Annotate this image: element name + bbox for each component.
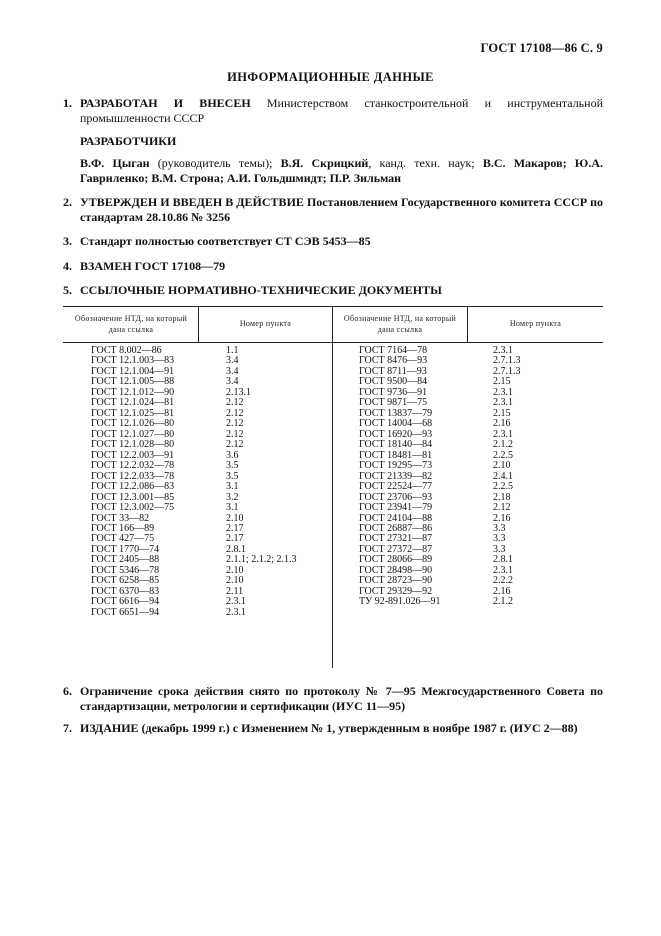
item-2-text: Постановлением Государственного комитета СССР по стандартам 28.10.86 № 3256 — [80, 195, 604, 224]
table-cell-clause: 2.4.1 — [493, 470, 513, 482]
table-cell-doc: ГОСТ 27321—87 — [359, 533, 433, 545]
table-cell-clause: 2.2.5 — [493, 481, 513, 493]
table-cell-doc: ГОСТ 24104—88 — [359, 512, 433, 524]
table-cell-clause: 2.11 — [226, 585, 244, 597]
item-7 — [63, 721, 603, 736]
table-cell-doc: ГОСТ 22524—77 — [359, 481, 433, 493]
table-cell-doc: ГОСТ 12.1.028—80 — [91, 439, 175, 451]
table-cell-doc: ГОСТ 26887—86 — [359, 522, 433, 534]
table-cell-doc: ГОСТ 5346—78 — [91, 564, 160, 576]
item-1 — [63, 96, 603, 126]
item-7-text: ИЗДАНИЕ (декабрь 1999 г.) с Изменением № 1, утвержденным в ноябре 1987 г. (ИУС 2—88) — [80, 721, 578, 735]
table-cell-doc: ГОСТ 8476—93 — [359, 355, 428, 367]
table-cell-doc: ГОСТ 13837—79 — [359, 407, 433, 419]
table-cell-clause: 3.3 — [493, 543, 506, 555]
table-cell-clause: 2.3.1 — [493, 564, 513, 576]
table-cell-doc: ГОСТ 6258—85 — [91, 575, 160, 587]
item-number: 2. — [63, 195, 72, 209]
item-5 — [63, 283, 603, 298]
header-doc-left: Обозначение НТД, на который дана ссылка — [74, 314, 188, 334]
item-2 — [63, 195, 603, 225]
table-cell-clause: 2.16 — [493, 418, 511, 430]
table-cell-doc: ГОСТ 23706—93 — [359, 491, 433, 503]
table-cell-clause: 2.10 — [226, 575, 244, 587]
table-cell-doc: ГОСТ 33—82 — [91, 512, 150, 524]
table-cell-doc: ГОСТ 8711—93 — [359, 365, 427, 377]
table-cell-clause: 2.12 — [493, 502, 511, 514]
table-cell-clause: 3.4 — [226, 365, 239, 377]
right-docs-column — [359, 346, 441, 608]
table-cell-clause: 2.8.1 — [493, 554, 513, 566]
table-cell-doc: ГОСТ 6651—94 — [91, 606, 160, 618]
table-cell-clause: 2.15 — [493, 407, 511, 419]
table-cell-doc: ГОСТ 12.2.033—78 — [91, 470, 175, 482]
table-cell-clause: 3.1 — [226, 502, 239, 514]
table-cell-doc: ГОСТ 12.3.002—75 — [91, 502, 175, 514]
table-cell-doc: ГОСТ 18481—81 — [359, 449, 433, 461]
table-cell-doc: ГОСТ 2405—88 — [91, 554, 160, 566]
table-cell-clause: 3.3 — [493, 522, 506, 534]
header-clause-left: Номер пункта — [239, 319, 292, 328]
table-cell-clause: 2.7.1.3 — [493, 365, 521, 377]
table-cell-clause: 2.16 — [493, 585, 511, 597]
table-cell-doc: ГОСТ 12.1.004—91 — [91, 365, 175, 377]
left-docs-column — [91, 346, 174, 618]
table-cell-clause: 2.8.1 — [226, 543, 246, 555]
table-cell-doc: ГОСТ 6370—83 — [91, 585, 160, 597]
table-cell-doc: ГОСТ 12.1.012—90 — [91, 386, 175, 398]
table-cell-clause: 2.18 — [493, 491, 511, 503]
table-cell-doc: ГОСТ 27372—87 — [359, 543, 433, 555]
table-cell-clause: 2.2.2 — [493, 575, 513, 587]
item-number: 5. — [63, 283, 72, 297]
item-5-text: ССЫЛОЧНЫЕ НОРМАТИВНО-ТЕХНИЧЕСКИЕ ДОКУМЕНТЫ — [80, 283, 442, 297]
table-cell-clause: 2.1.1; 2.1.2; 2.1.3 — [226, 554, 297, 566]
table-cell-clause: 2.3.1 — [226, 596, 246, 608]
table-cell-clause: 2.3.1 — [493, 397, 513, 409]
table-cell-doc: ГОСТ 12.1.005—88 — [91, 376, 175, 388]
table-cell-doc: ГОСТ 12.1.025—81 — [91, 407, 175, 419]
table-cell-clause: 2.16 — [493, 512, 511, 524]
table-cell-doc: ГОСТ 7164—78 — [359, 345, 428, 356]
developer-note: , канд. техн. наук; — [368, 156, 483, 170]
developer-name: В.Я. Скрицкий — [280, 156, 369, 170]
table-cell-clause: 3.4 — [226, 355, 239, 367]
table-cell-clause: 2.12 — [226, 397, 244, 409]
item-6 — [63, 684, 603, 714]
table-cell-clause: 2.7.1.3 — [493, 355, 521, 367]
table-cell-doc: ГОСТ 12.1.026—80 — [91, 418, 175, 430]
developer-name: В.Ф. Цыган — [80, 156, 150, 170]
table-cell-doc: ГОСТ 12.1.024—81 — [91, 397, 175, 409]
developers-list — [80, 156, 603, 186]
table-cell-doc: ГОСТ 6616—94 — [91, 596, 160, 608]
developers-heading: РАЗРАБОТЧИКИ — [80, 134, 177, 148]
table-cell-clause: 2.10 — [226, 512, 244, 524]
item-2-lead: УТВЕРЖДЕН И ВВЕДЕН В ДЕЙСТВИЕ — [80, 195, 304, 209]
table-cell-clause: 2.3.1 — [493, 345, 513, 356]
table-top-border — [63, 306, 603, 307]
table-cell-clause: 2.15 — [493, 376, 511, 388]
table-cell-doc: ГОСТ 19295—73 — [359, 460, 433, 472]
item-1-text: Министерством станкостроительной и инструментальной промышленности СССР — [80, 96, 603, 125]
table-cell-doc: ГОСТ 21339—82 — [359, 470, 433, 482]
header-doc-right: Обозначение НТД, на который дана ссылка — [343, 314, 457, 334]
table-cell-clause: 2.12 — [226, 418, 244, 430]
table-cell-doc: ГОСТ 28498—90 — [359, 564, 433, 576]
table-cell-doc: ГОСТ 12.2.032—78 — [91, 460, 175, 472]
table-cell-doc: ГОСТ 16920—93 — [359, 428, 433, 440]
left-clauses-column — [226, 346, 297, 618]
table-cell-doc: ГОСТ 29329—92 — [359, 585, 433, 597]
table-cell-doc: ГОСТ 8.002—86 — [91, 345, 162, 356]
header-clause-right: Номер пункта — [509, 319, 562, 328]
table-cell-clause: 3.1 — [226, 481, 239, 493]
item-number: 3. — [63, 234, 72, 248]
table-cell-doc: ТУ 92-891.026—91 — [359, 596, 441, 608]
table-cell-clause: 3.3 — [493, 533, 506, 545]
table-cell-doc: ГОСТ 9871—75 — [359, 397, 428, 409]
table-cell-clause: 3.5 — [226, 460, 239, 472]
table-cell-clause: 2.1.2 — [493, 439, 513, 451]
item-number: 4. — [63, 259, 72, 273]
references-table — [63, 306, 603, 674]
table-cell-doc: ГОСТ 12.1.003—83 — [91, 355, 175, 367]
table-cell-clause: 3.5 — [226, 470, 239, 482]
table-cell-clause: 3.2 — [226, 491, 239, 503]
table-cell-doc: ГОСТ 14004—68 — [359, 418, 433, 430]
item-number: 6. — [63, 684, 72, 698]
table-header-border — [63, 342, 603, 343]
table-cell-doc: ГОСТ 12.2.086—83 — [91, 481, 175, 493]
table-cell-clause: 2.10 — [493, 460, 511, 472]
table-cell-clause: 3.4 — [226, 376, 239, 388]
table-cell-doc: ГОСТ 23941—79 — [359, 502, 433, 514]
item-4 — [63, 259, 603, 274]
developer-names: В.С. Макаров; Ю.А. Гавриленко; В.М. Строна; А.И. Гольдшмидт; П.Р. Зильман — [80, 156, 603, 185]
table-cell-doc: ГОСТ 1770—74 — [91, 543, 160, 555]
table-cell-doc: ГОСТ 18140—84 — [359, 439, 433, 451]
table-cell-clause: 2.1.2 — [493, 596, 513, 608]
table-cell-clause: 3.6 — [226, 449, 239, 461]
developer-note: (руководитель темы); — [149, 156, 281, 170]
table-cell-clause: 2.3.1 — [226, 606, 246, 618]
table-cell-clause: 2.3.1 — [493, 428, 513, 440]
item-number: 1. — [63, 96, 72, 110]
table-cell-clause: 2.17 — [226, 522, 244, 534]
item-6-text: Ограничение срока действия снято по протоколу № 7—95 Межгосударственного Совета по стандартизации, метрологии и сертификации (ИУС 11—95) — [80, 684, 603, 713]
table-cell-doc: ГОСТ 12.1.027—80 — [91, 428, 175, 440]
page-header: ГОСТ 17108—86 С. 9 — [480, 41, 603, 55]
table-cell-doc: ГОСТ 12.2.003—91 — [91, 449, 175, 461]
item-3 — [63, 234, 603, 249]
table-cell-doc: ГОСТ 9500—84 — [359, 376, 428, 388]
table-cell-doc: ГОСТ 427—75 — [91, 533, 155, 545]
table-cell-doc: ГОСТ 28723—90 — [359, 575, 433, 587]
table-cell-clause: 2.2.5 — [493, 449, 513, 461]
page-title: ИНФОРМАЦИОННЫЕ ДАННЫЕ — [227, 70, 434, 84]
table-cell-doc: ГОСТ 28066—89 — [359, 554, 433, 566]
table-cell-clause: 2.3.1 — [493, 386, 513, 398]
item-number: 7. — [63, 721, 72, 735]
right-clauses-column — [493, 346, 521, 608]
table-cell-clause: 2.12 — [226, 407, 244, 419]
item-1-lead: РАЗРАБОТАН И ВНЕСЕН — [80, 96, 251, 110]
table-cell-clause: 2.10 — [226, 564, 244, 576]
table-center-divider — [332, 306, 333, 668]
table-cell-clause: 2.13.1 — [226, 386, 251, 398]
table-cell-clause: 2.12 — [226, 428, 244, 440]
table-cell-doc: ГОСТ 9736—91 — [359, 386, 428, 398]
table-cell-clause: 2.12 — [226, 439, 244, 451]
table-cell-clause: 1.1 — [226, 345, 239, 356]
item-3-text: Стандарт полностью соответствует СТ СЭВ 5453—85 — [80, 234, 371, 248]
table-cell-doc: ГОСТ 12.3.001—85 — [91, 491, 175, 503]
table-cell-clause: 2.17 — [226, 533, 244, 545]
item-4-text: ВЗАМЕН ГОСТ 17108—79 — [80, 259, 226, 273]
table-cell-doc: ГОСТ 166—89 — [91, 522, 155, 534]
